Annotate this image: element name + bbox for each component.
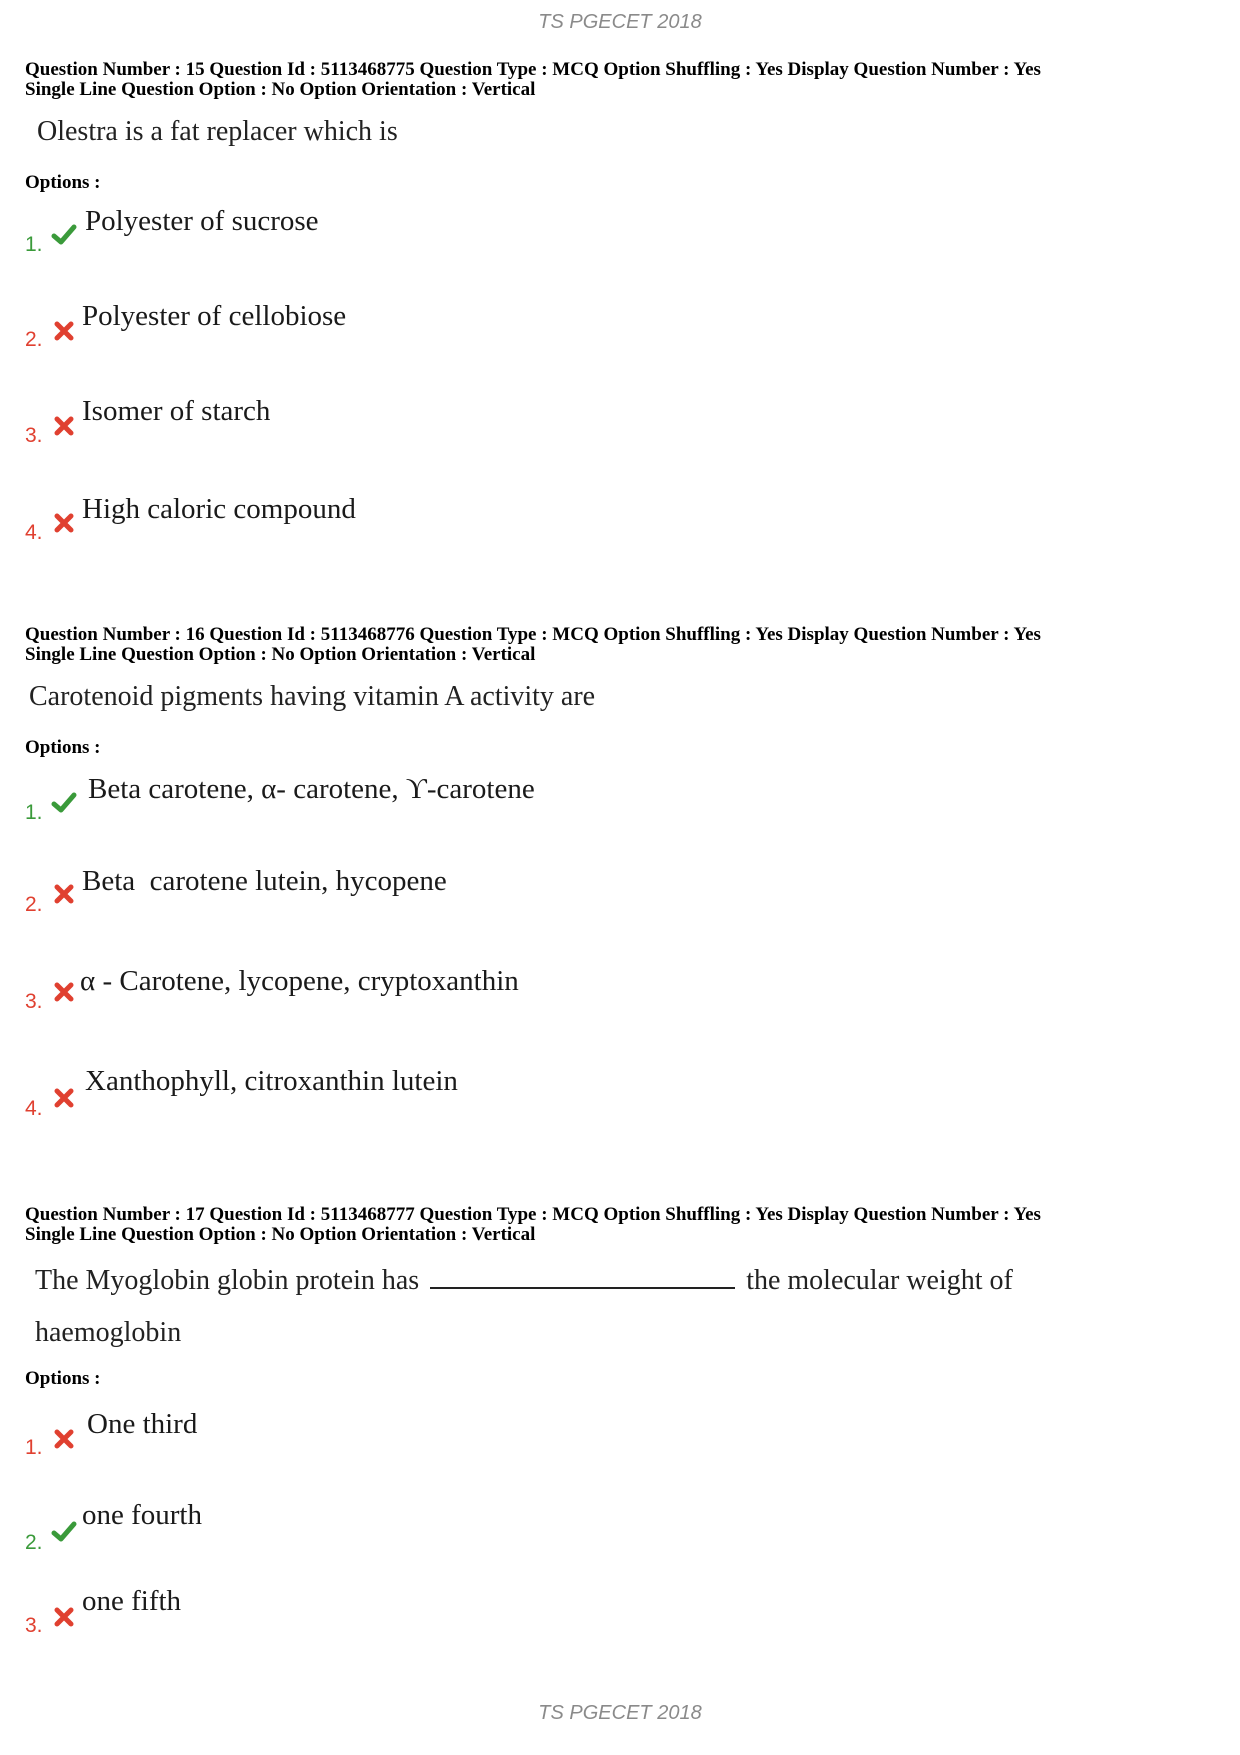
cross-mark-icon	[51, 510, 77, 536]
option-text: Polyester of cellobiose	[82, 300, 347, 332]
options-label: Options :	[25, 172, 101, 193]
options-label: Options :	[25, 1368, 101, 1389]
cross-mark-icon	[51, 1085, 77, 1111]
cross-mark-icon	[51, 318, 77, 344]
option-text: α - Carotene, lycopene, cryptoxanthin	[80, 965, 519, 997]
option-text: one fourth	[82, 1499, 202, 1531]
option-3	[25, 395, 925, 445]
question-meta-line1: Question Number : 15 Question Id : 5113468775 Question Type : MCQ Option Shuffling : Yes Display Question Number : Yes	[25, 59, 1041, 80]
option-text: Xanthophyll, citroxanthin lutein	[85, 1065, 458, 1097]
answer-blank	[430, 1261, 735, 1289]
question-16	[25, 624, 1225, 1120]
option-1	[25, 1408, 925, 1458]
question-meta-line2: Single Line Question Option : No Option Orientation : Vertical	[25, 644, 536, 665]
question-text-part1: The Myoglobin globin protein has	[35, 1265, 420, 1296]
question-text	[35, 1261, 1013, 1297]
option-number: 3.	[25, 1614, 43, 1637]
question-text: Carotenoid pigments having vitamin A activity are	[29, 681, 596, 712]
option-text: Polyester of sucrose	[85, 205, 319, 237]
question-meta-line2: Single Line Question Option : No Option Orientation : Vertical	[25, 1224, 536, 1245]
option-2	[25, 865, 925, 915]
option-3	[25, 965, 925, 1015]
option-number: 1.	[25, 1436, 43, 1459]
question-text-part2: the molecular weight of	[746, 1265, 1013, 1296]
option-text: one fifth	[82, 1585, 182, 1617]
check-mark-icon	[51, 222, 77, 248]
question-17	[25, 1204, 1225, 1637]
option-number: 1.	[25, 233, 43, 256]
option-text: Beta carotene lutein, hycopene	[82, 865, 447, 897]
cross-mark-icon	[51, 1426, 77, 1452]
option-text: High caloric compound	[82, 493, 356, 525]
check-mark-icon	[51, 1519, 77, 1545]
option-1	[25, 205, 925, 255]
cross-mark-icon	[51, 979, 77, 1005]
option-text: Isomer of starch	[82, 395, 271, 427]
option-number: 2.	[25, 328, 43, 351]
option-4	[25, 493, 925, 543]
option-text: One third	[87, 1408, 198, 1440]
page-header: TS PGECET 2018	[538, 11, 702, 33]
question-15	[25, 59, 1225, 544]
option-2	[25, 300, 925, 350]
page-footer: TS PGECET 2018	[538, 1702, 702, 1724]
option-4	[25, 1065, 925, 1120]
option-number: 3.	[25, 424, 43, 447]
question-text: Olestra is a fat replacer which is	[37, 116, 398, 147]
option-text: Beta carotene, α- carotene, ϒ-carotene	[88, 773, 535, 805]
question-meta-line1: Question Number : 17 Question Id : 5113468777 Question Type : MCQ Option Shuffling : Yes Display Question Number : Yes	[25, 1204, 1041, 1225]
cross-mark-icon	[51, 881, 77, 907]
option-number: 2.	[25, 1531, 43, 1554]
question-meta-line1: Question Number : 16 Question Id : 5113468776 Question Type : MCQ Option Shuffling : Yes Display Question Number : Yes	[25, 624, 1041, 645]
option-number: 4.	[25, 521, 43, 544]
question-meta-line2: Single Line Question Option : No Option Orientation : Vertical	[25, 79, 536, 100]
option-3	[25, 1585, 925, 1635]
option-number: 4.	[25, 1097, 43, 1120]
options-label: Options :	[25, 737, 101, 758]
option-number: 3.	[25, 990, 43, 1013]
cross-mark-icon	[51, 1604, 77, 1630]
option-number: 2.	[25, 893, 43, 916]
question-text-line2: haemoglobin	[35, 1317, 182, 1348]
option-2	[25, 1499, 925, 1554]
check-mark-icon	[51, 790, 77, 816]
option-number: 1.	[25, 801, 43, 824]
option-1	[25, 773, 925, 823]
cross-mark-icon	[51, 413, 77, 439]
